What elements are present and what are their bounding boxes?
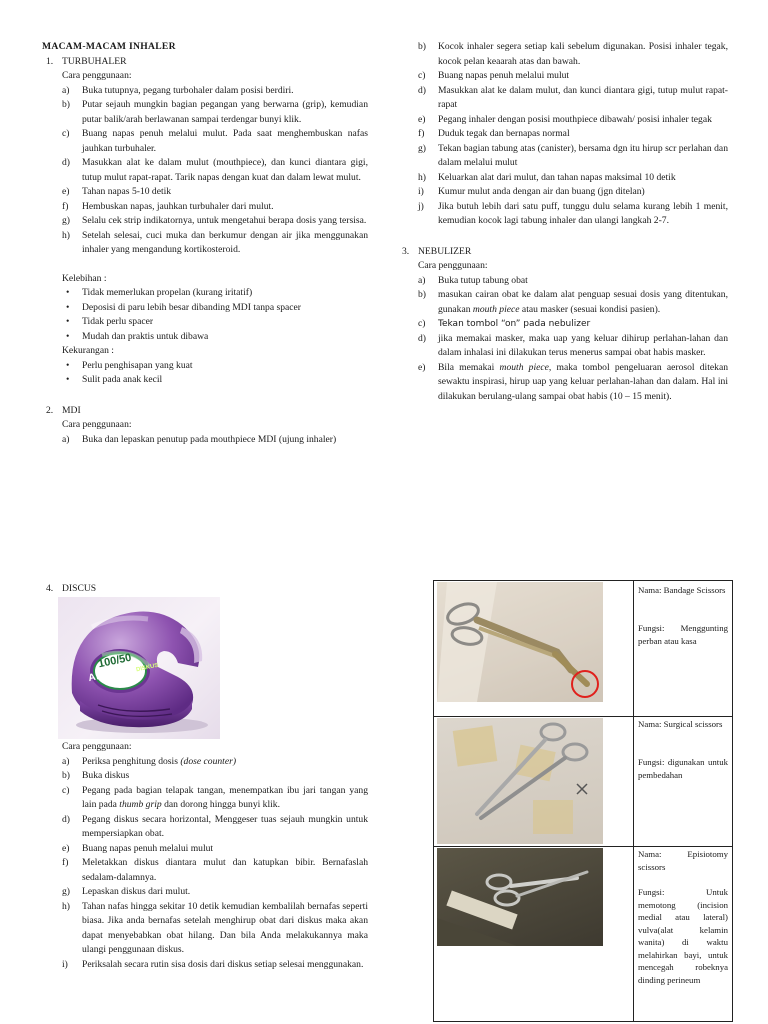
list-item: a) Periksa penghitung dosis (dose counter) [62, 755, 237, 767]
bullet-item: • Perlu penghisapan yang kuat [66, 359, 193, 371]
table-border [433, 1021, 733, 1022]
section-discus [42, 582, 368, 597]
list-item: g) Lepaskan diskus dari mulut. [62, 886, 191, 897]
list-item: h) Tahan nafas hingga sekitar 10 detik kemudian kembalilah bernafas seperti biasa. Jika anda bernafas setelah menghirup obat dari diskus maka akan dapat menyebabkan obat hilang. Dan bila Anda melakukannya maka ulangi penggunaan diskus. [62, 900, 368, 955]
table-border [732, 580, 733, 1022]
table-border [433, 846, 733, 847]
usage-label: Cara penggunaan: [418, 260, 488, 271]
list-item: d) jika memakai masker, maka uap yang keluar dihirup perlahan-lahan dan dalam inhalasi ini dilakukan terus menerus sampai obat habis masker. [418, 332, 728, 358]
section-mdi-heading: 2. MDI [46, 404, 81, 416]
usage-label: Cara penggunaan: [62, 741, 132, 752]
list-item: i) Kumur mulut anda dengan air dan buang (jgn ditelan) [418, 186, 645, 197]
bandage-scissors-function: Fungsi: Menggunting perban atau kasa [638, 623, 728, 646]
cons-label: Kekurangan : [62, 345, 114, 356]
list-item: c) Pegang pada bagian telapak tangan, menempatkan ibu jari tangan yang lain pada thumb grip dan dorong hingga bunyi klik. [62, 784, 368, 810]
list-item: f) Hembuskan napas, jauhkan turbuhaler dari mulut. [62, 200, 274, 212]
list-item: a) Buka tutup tabung obat [418, 274, 528, 286]
list-item: e) Tahan napas 5-10 detik [62, 186, 172, 197]
usage-label: Cara penggunaan: [62, 419, 132, 430]
list-item: g) Selalu cek strip indikatornya, untuk mengetahui berapa dosis yang tersisa. [62, 215, 367, 226]
dose-counter-label: 100/50 [97, 651, 133, 671]
list-item: c) Buang napas penuh melalui mulut [418, 70, 570, 81]
list-item: g) Tekan bagian tabung atas (canister), bersama dgn itu hirup scr perlahan dan dalam melalui mulut [418, 142, 728, 168]
table-border [433, 580, 733, 581]
list-item: d) Masukkan alat ke dalam mulut, dan kunci diantara gigi, tutup mulut rapat-rapat [418, 84, 728, 110]
bullet-item: • Tidak memerlukan propelan (kurang iritatif) [66, 287, 253, 298]
table-border [633, 580, 634, 1022]
table-border [433, 716, 733, 717]
episiotomy-scissors-function: Fungsi: Untuk memotong (incision medial atau lateral) vulva(alat kelamin wanita) di waktu melahirkan bayi, untuk mencegah robeknya dinding perineum [638, 887, 728, 985]
table-border [433, 580, 434, 1022]
list-item: f) Meletakkan diskus diantara mulut dan katupkan bibir. Bernafaslah sedalam-dalamnya. [62, 857, 368, 883]
episiotomy-scissors-name: Nama: Episiotomy scissors [638, 849, 728, 872]
section-turbuhaler-heading: 1. TURBUHALER [46, 55, 127, 67]
list-item: b) Buka diskus [62, 770, 130, 781]
surgical-scissors-photo [437, 718, 603, 844]
scissors-table [433, 580, 733, 1022]
list-item: h) Setelah selesai, cuci muka dan berkumur dengan air jika menggunakan inhaler yang mengandung kortikosteroid. [62, 229, 368, 255]
bandage-scissors-photo [437, 582, 603, 702]
list-item: e) Bila memakai mouth piece, maka tombol pengeluaran aerosol ditekan sewaktu inspirasi, hirup uap yang keluar perlahan-lahan dan dalam. Hal ini dilakukan berulang-ulang sampai obat habis (10 – 15 menit). [418, 361, 728, 402]
list-item: b) Kocok inhaler segera setiap kali sebelum digunakan. Posisi inhaler tegak, kocok pelan keaarah atas dan bawah. [418, 41, 728, 67]
discus-inhaler-image [58, 597, 220, 739]
list-item: a) Buka dan lepaskan penutup pada mouthpiece MDI (ujung inhaler) [62, 433, 337, 445]
list-item: a) Buka tutupnya, pegang turbohaler dalam posisi berdiri. [62, 84, 294, 96]
surgical-scissors-function: Fungsi: digunakan untuk pembedahan [638, 757, 728, 780]
list-item: d) Masukkan alat ke dalam mulut (mouthpiece), dan kunci diantara gigi, tutup mulut rapat-rapat. Tarik napas dengan kuat dan dalam lewat mulut. [62, 157, 368, 183]
pros-label: Kelebihan : [62, 272, 107, 284]
list-item: j) Jika butuh lebih dari satu puff, tunggu dulu selama kurang lebih 1 menit, kemudian kocok lagi tabung inhaler dan ulangi langkah 2-7. [418, 200, 728, 226]
episiotomy-scissors-photo [437, 848, 603, 946]
list-item: e) Pegang inhaler dengan posisi mouthpiece dibawah/ posisi inhaler tegak [418, 113, 712, 125]
list-item: i) Periksalah secara rutin sisa dosis dari diskus setiap selesai menggunakan. [62, 958, 364, 970]
list-item: f) Duduk tegak dan bernapas normal [418, 128, 570, 139]
bullet-item: • Mudah dan praktis untuk dibawa [66, 330, 209, 342]
bullet-item: • Tidak perlu spacer [66, 316, 154, 327]
document-title: MACAM-MACAM INHALER [42, 41, 176, 52]
column-left [42, 40, 368, 447]
list-item: c) Tekan tombol “on” pada nebulizer [418, 318, 591, 329]
list-item: b) Putar sejauh mungkin bagian pegangan yang berwarna (grip), kemudian putar balik/arah berlawanan sampai terdengar bunyi klik. [62, 99, 368, 125]
bullet-item: • Sulit pada anak kecil [66, 374, 163, 385]
usage-label: Cara penggunaan: [62, 70, 132, 81]
list-item: h) Keluarkan alat dari mulut, dan tahan napas maksimal 10 detik [418, 171, 676, 183]
bandage-scissors-name: Nama: Bandage Scissors [638, 585, 726, 595]
brand-suffix-label: DISKUS [135, 662, 160, 674]
surgical-scissors-name: Nama: Surgical scissors [638, 719, 723, 729]
list-item: c) Buang napas penuh melalui mulut. Pada saat menghembuskan nafas jauhkan turbuhaler. [62, 128, 368, 154]
list-item: b) masukan cairan obat ke dalam alat penguap sesuai dosis yang ditentukan, gunakan mouth piece atau masker (sesuai kondisi pasien). [418, 289, 728, 315]
bullet-item: • Deposisi di paru lebih besar dibanding MDI tanpa spacer [66, 301, 301, 313]
column-right [398, 40, 728, 404]
list-item: e) Buang napas penuh melalui mulut [62, 842, 214, 854]
section-nebulizer-heading: 3. NEBULIZER [402, 245, 472, 257]
section-discus-heading: 4. DISCUS [46, 583, 97, 594]
brand-label: ADVAIR [87, 664, 130, 685]
list-item: d) Pegang diskus secara horizontal, Menggeser tuas sejauh mungkin untuk mempersiapkan obat. [62, 813, 368, 839]
discus-usage [42, 740, 368, 972]
